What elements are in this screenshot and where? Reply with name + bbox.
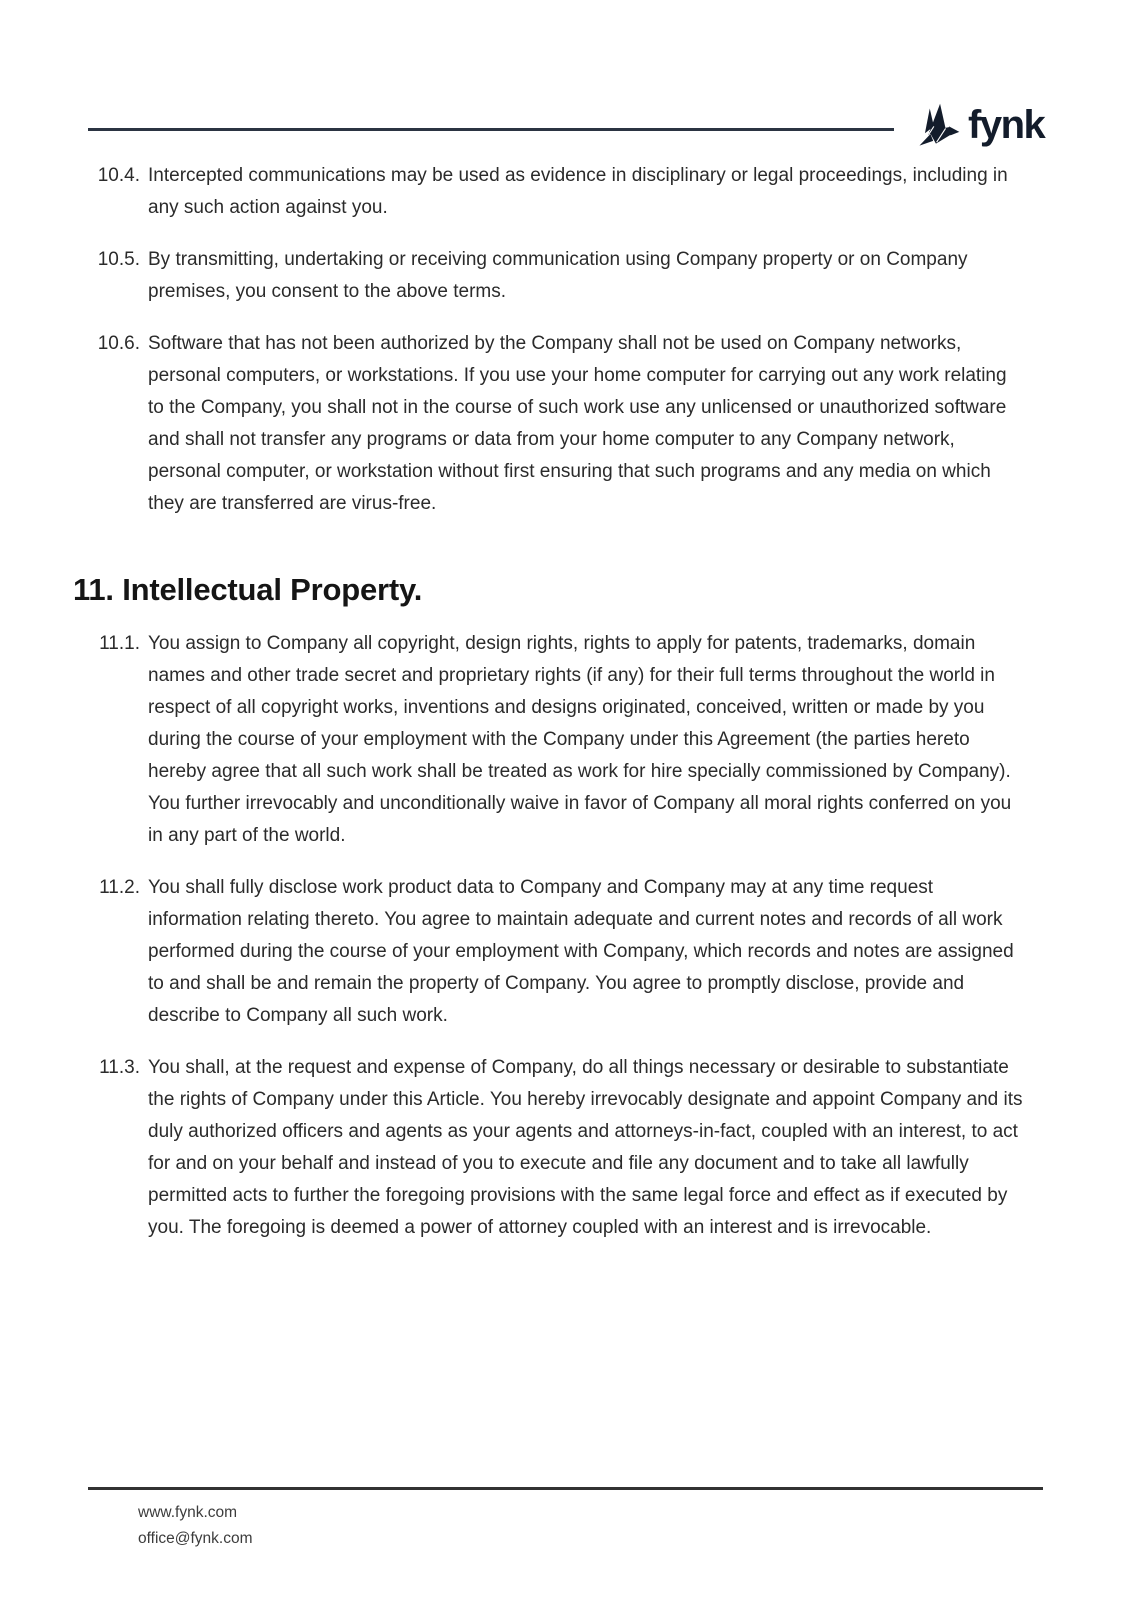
origami-crane-icon — [916, 100, 960, 150]
brand-logo — [916, 100, 1044, 150]
clause-item — [73, 244, 1043, 308]
document-body — [73, 160, 1043, 1264]
header-rule — [88, 128, 894, 131]
clause-number: 11.2. — [99, 877, 140, 898]
clause-number: 11.1. — [99, 633, 140, 654]
clause-item — [73, 872, 1043, 1032]
clause-text: Intercepted communications may be used as evidence in disciplinary or legal proceedings, including in any such action against you. — [148, 165, 1008, 218]
clause-number: 11.3. — [99, 1057, 140, 1078]
footer-website: www.fynk.com — [138, 1504, 238, 1521]
section-heading: 11. Intellectual Property. — [73, 572, 423, 607]
clause-item — [73, 160, 1043, 224]
clause-item — [73, 328, 1043, 520]
clause-number: 10.5. — [97, 249, 140, 270]
clause-text: You assign to Company all copyright, design rights, rights to apply for patents, trademarks, domain names and other trade secret and proprietary rights (if any) for their full terms throughout the world in respect of all copyright works, inventions and designs originated, conceived, written or made by you during the course of your employment with the Company under this Agreement (the parties hereto hereby agree that all such work shall be treated as work for hire specially commissioned by Company). You further irrevocably and unconditionally waive in favor of Company all moral rights conferred on you in any part of the world. — [148, 633, 1012, 846]
clause-text: You shall fully disclose work product data to Company and Company may at any time request information relating thereto. You agree to maintain adequate and current notes and records of all work performed during the course of your employment with Company, which records and notes are assigned to and shall be and remain the property of Company. You agree to promptly disclose, provide and describe to Company all such work. — [148, 877, 1014, 1026]
clause-text: By transmitting, undertaking or receiving communication using Company property or on Company premises, you consent to the above terms. — [148, 249, 968, 302]
clause-number: 10.6. — [97, 333, 140, 354]
footer-email: office@fynk.com — [138, 1530, 253, 1547]
footer-rule — [88, 1487, 1043, 1490]
clause-number: 10.4. — [97, 165, 140, 186]
brand-wordmark: fynk — [968, 103, 1045, 147]
clause-item — [73, 628, 1043, 852]
page-footer — [138, 1500, 253, 1552]
clause-text: You shall, at the request and expense of Company, do all things necessary or desirable to substantiate the rights of Company under this Article. You hereby irrevocably designate and appoint Company and its duly authorized officers and agents as your agents and attorneys-in-fact, coupled with an interest, to act for and on your behalf and instead of you to execute and file any document and to take all lawfully permitted acts to further the foregoing provisions with the same legal force and effect as if executed by you. The foregoing is deemed a power of attorney coupled with an interest and is irrevocable. — [148, 1057, 1023, 1238]
clause-item — [73, 1052, 1043, 1244]
clause-text: Software that has not been authorized by the Company shall not be used on Company networks, personal computers, or workstations. If you use your home computer for carrying out any work relating to the Company, you shall not in the course of such work use any unlicensed or unauthorized software and shall not transfer any programs or data from your home computer to any Company network, personal computer, or workstation without first ensuring that such programs and any media on which they are transferred are virus-free. — [148, 333, 1007, 514]
